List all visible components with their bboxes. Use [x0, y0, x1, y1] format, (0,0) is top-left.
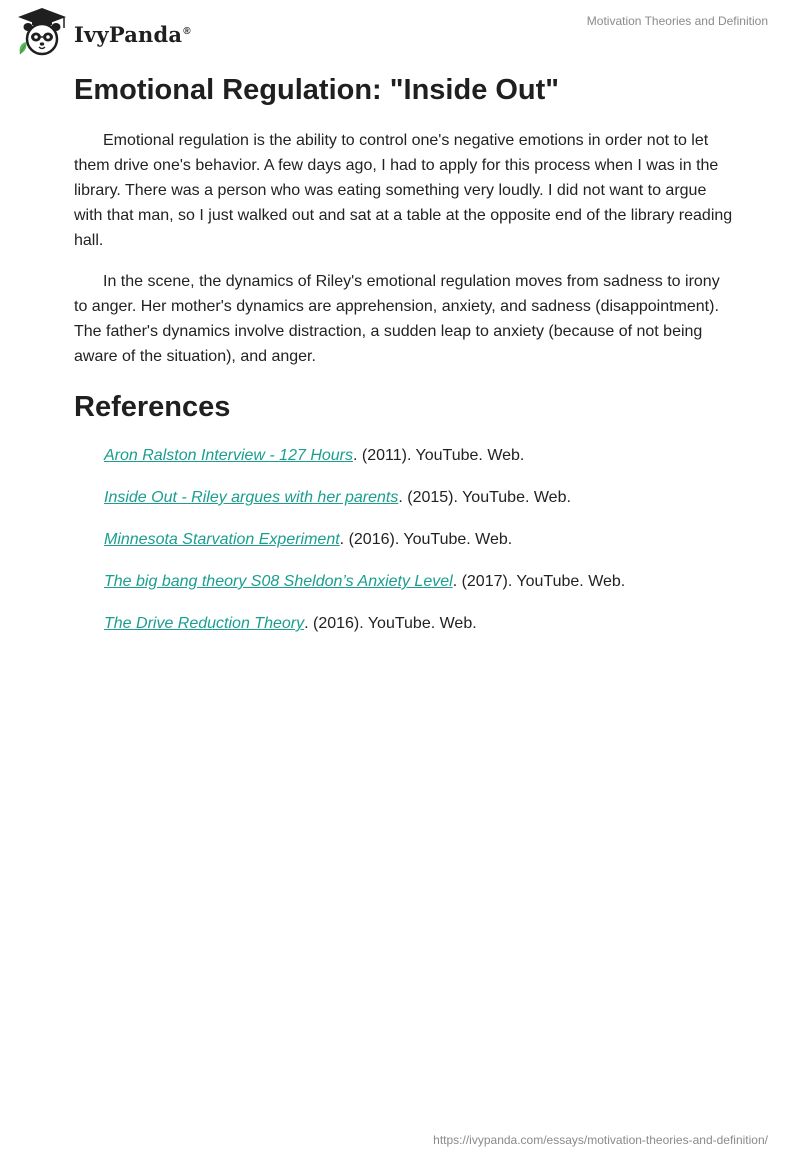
reference-item [104, 445, 734, 467]
reference-item [104, 571, 734, 593]
reference-link[interactable]: The big bang theory S08 Sheldon’s Anxiety Level [104, 573, 453, 590]
reference-details: . (2016). YouTube. Web. [339, 531, 513, 548]
footer-url[interactable]: https://ivypanda.com/essays/motivation-theories-and-definition/ [433, 1133, 768, 1147]
body-paragraph: In the scene, the dynamics of Riley's emotional regulation moves from sadness to irony to anger. Her mother's dynamics are apprehension, anxiety, and sadness (disappointment). The father's dynamics involve distraction, a sudden leap to anxiety (because of not being aware of the situation), and anger. [74, 273, 720, 365]
references-list [74, 445, 734, 635]
reference-details: . (2016). YouTube. Web. [304, 615, 477, 632]
references-heading: References [74, 391, 231, 423]
reference-link[interactable]: Minnesota Starvation Experiment [104, 531, 340, 548]
reference-details: . (2015). YouTube. Web. [398, 489, 571, 506]
registered-mark: ® [183, 25, 191, 37]
panda-graduation-cap-icon [14, 6, 70, 58]
reference-link[interactable]: Aron Ralston Interview - 127 Hours [104, 447, 353, 464]
reference-details: . (2011). YouTube. Web. [353, 447, 525, 464]
reference-item [104, 487, 734, 509]
reference-link[interactable]: The Drive Reduction Theory [104, 615, 305, 632]
essay-content [74, 72, 734, 655]
body-paragraph: Emotional regulation is the ability to control one's negative emotions in order not to let them drive one's behavior. A few days ago, I had to apply for this process when I was in the library. There was a person who was eating something very loudly. I did not want to argue with that man, so I just walked out and sat at a table at the opposite end of the library reading hall. [74, 132, 733, 249]
reference-details: . (2017). YouTube. Web. [452, 573, 626, 590]
reference-item [104, 613, 734, 635]
section-heading: Emotional Regulation: "Inside Out" [74, 74, 560, 106]
brand-name [74, 22, 191, 47]
reference-link[interactable]: Inside Out - Riley argues with her parents [104, 489, 399, 506]
page-header [0, 0, 800, 64]
reference-item [104, 529, 734, 551]
ivypanda-logo[interactable] [14, 6, 191, 58]
document-title: Motivation Theories and Definition [586, 14, 768, 28]
brand-text: IvyPanda [74, 21, 183, 47]
